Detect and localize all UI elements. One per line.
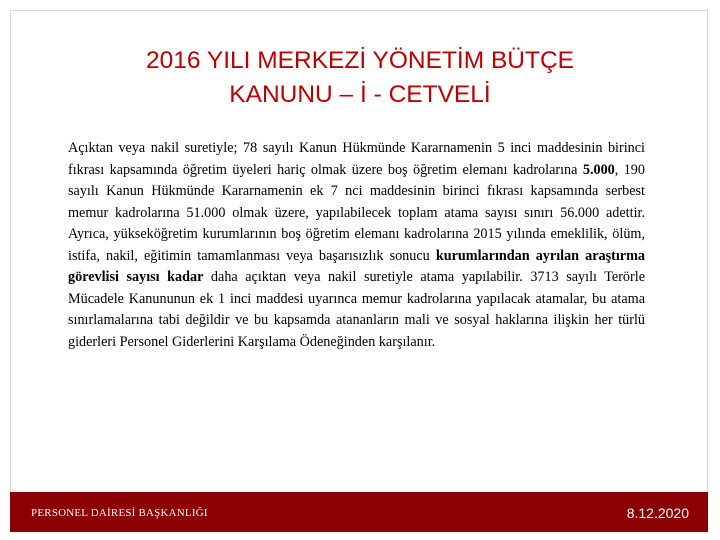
body-bold-phrase: kurumlarından ayrılan araştırma görevlisi sayısı kadar <box>68 247 645 286</box>
body-text-part-1: Açıktan veya nakil suretiyle; 78 sayılı Kanun Hükmünde Kararnamenin 5 inci maddesinin birinci fıkrası kapsamında öğretim üyeleri hariç olmak üzere boş öğretim elemanı kadrolarına <box>68 140 645 178</box>
footer-date: 8.12.2020 <box>626 505 689 521</box>
body-text-part-3: daha açıktan veya nakil suretiyle atama yapılabilir. 3713 sayılı Terörle Mücadele Kanununun ek 1 inci maddesi uyarınca memur kadrolarına yapılacak atamalar, bu atama sınırlamalarına tabi değildir ve bu kapsamda atananların mali ve sosyal haklarına ilişkin her türlü giderleri Personel Giderlerini Karşılama Ödeneğinden karşılanır. <box>68 269 645 350</box>
body-paragraph <box>68 138 645 353</box>
body-text-part-2: , 190 sayılı Kanun Hükmünde Kararnamenin ek 7 nci maddesinin birinci fıkrası kapsamında serbest memur kadrolarına 51.000 olmak üzere, yapılabilecek toplam atama sayısı sınırı 56.000 adettir. Ayrıca, yükseköğretim kurumlarının boş öğretim elemanı kadrolarına 2015 yılında emeklilik, ölüm, istifa, nakil, eğitimin tamamlanması veya başarısızlık sonucu <box>68 161 645 264</box>
slide-title-line-2: KANUNU – İ - CETVELİ <box>229 81 491 108</box>
slide-title-line-1: 2016 YILI MERKEZİ YÖNETİM BÜTÇE <box>146 47 574 74</box>
body-bold-number: 5.000 <box>582 161 615 178</box>
footer-department-name: PERSONEL DAİRESİ BAŞKANLIĞI <box>31 507 208 519</box>
slide-title <box>40 44 680 112</box>
